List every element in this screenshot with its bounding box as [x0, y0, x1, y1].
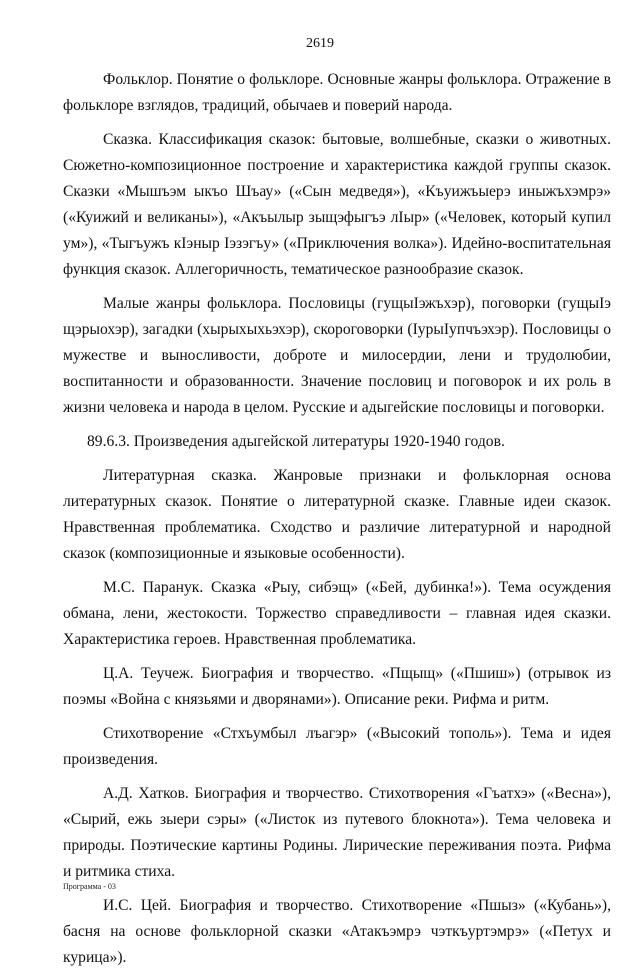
- paragraph-folklore-intro: Фольклор. Понятие о фольклоре. Основные жанры фольклора. Отражение в фольклоре взглядов, традиций, обычаев и поверий народа.: [63, 71, 611, 114]
- paragraph-poplar-poem: Стихотворение «Стхъумбыл лъагэр» («Высокий тополь»). Тема и идея произведения.: [63, 725, 611, 768]
- paragraph-literary-fairy-tale: Литературная сказка. Жанровые признаки и фольклорная основа литературных сказок. Понятие о литературной сказке. Главные идеи сказок. Нравственная проблематика. Сходство и различие литературной и народной сказок (композиционные и языковые особенности).: [63, 467, 611, 562]
- paragraph-teuchezh: Ц.А. Теучеж. Биография и творчество. «Пщыщ» («Пшиш») (отрывок из поэмы «Война с князьями и дворянами»). Описание реки. Рифма и ритм.: [63, 665, 611, 708]
- paragraph-khatkov: А.Д. Хатков. Биография и творчество. Стихотворения «Гъатхэ» («Весна»), «Сырий, ежь зыери сэры» («Листок из путевого блокнота»). Тема человека и природы. Поэтические картины Родины. Лирические переживания поэта. Рифма и ритмика стиха.: [63, 785, 611, 880]
- paragraph-paranuk: М.С. Паранук. Сказка «Рыу, сибэщ» («Бей, дубинка!»). Тема осуждения обмана, лени, жестокости. Торжество справедливости – главная идея сказки. Характеристика героев. Нравственная проблематика.: [63, 579, 611, 648]
- document-body: [63, 67, 611, 979]
- paragraph-tsey: И.С. Цей. Биография и творчество. Стихотворение «Пшыз» («Кубань»), басня на основе фольклорной сказки «Атакъэмрэ чэткъуртэмрэ» («Петух и курица»).: [63, 897, 611, 966]
- paragraph-small-genres: Малые жанры фольклора. Пословицы (гущыIэжъхэр), поговорки (гущыIэ щэрыохэр), загадки (хырыхыхьэхэр), скороговорки (IурыIупчъэхэр). Пословицы о мужестве и выносливости, доброте и милосердии, лени и трудолюбии, воспитанности и образованности. Значение пословиц и поговорок и их роль в жизни человека и народа в целом. Русские и адыгейские пословицы и поговорки.: [63, 295, 611, 416]
- paragraph-fairy-tales: Сказка. Классификация сказок: бытовые, волшебные, сказки о животных. Сюжетно-композиционное построение и характеристика каждой группы сказок. Сказки «Мышъэм ыкъо Шъау» («Сын медведя»), «Къуижъыерэ иныжъхэмрэ» («Куижий и великаны»), «Акъылыр зыщэфыгъэ лIыр» («Человек, который купил ум»), «Тыгъужъ кIэныр Iэзэгъу» («Приключения волка»). Идейно-воспитательная функция сказок. Аллегоричность, тематическое разнообразие сказок.: [63, 131, 611, 278]
- page-footer: Программа - 03: [63, 882, 116, 891]
- page-number: 2619: [306, 36, 334, 51]
- section-heading: 89.6.3. Произведения адыгейской литературы 1920-1940 годов.: [87, 433, 505, 450]
